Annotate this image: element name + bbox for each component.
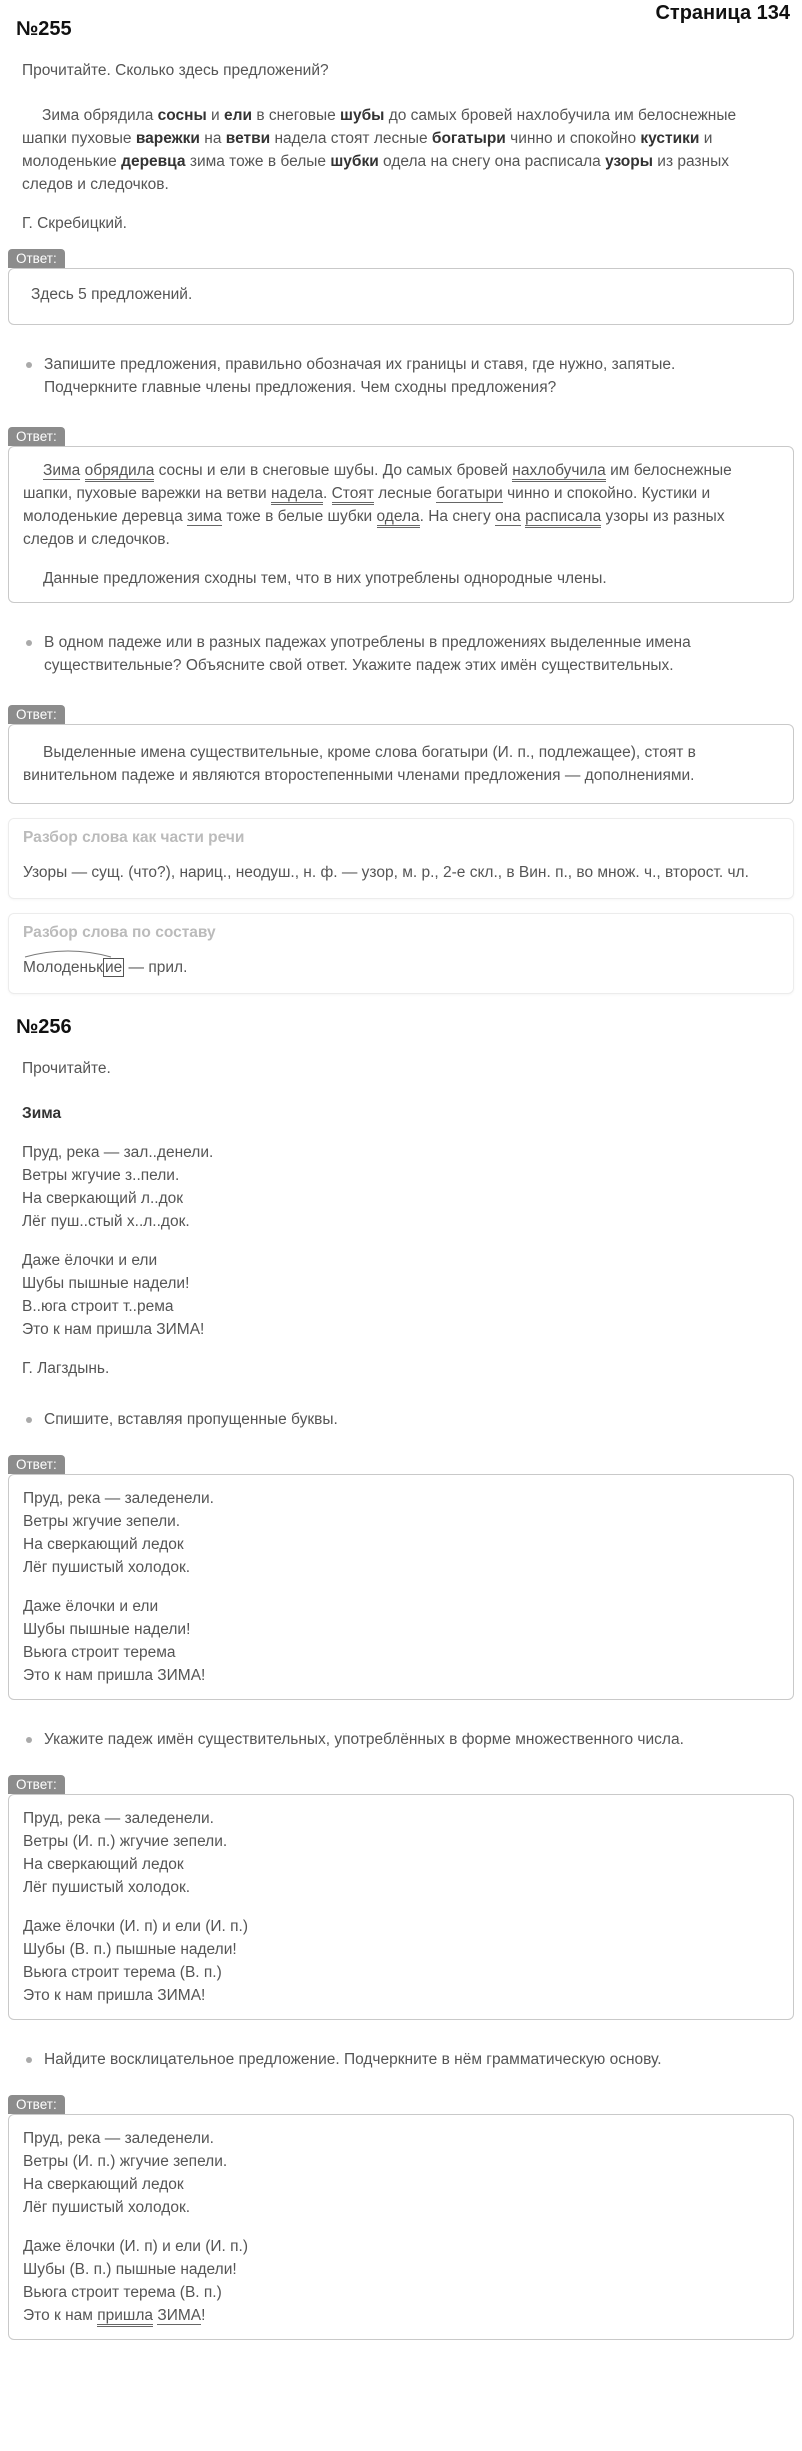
text-fragment: одела на снегу она расписала — [378, 153, 606, 170]
highlighted-word: ели — [224, 107, 253, 124]
poem-line: Ветры жгучие з..пели. — [22, 1167, 180, 1184]
answer-text — [23, 459, 779, 551]
highlighted-word: кустики — [640, 130, 700, 147]
part-of-speech: — прил. — [124, 959, 188, 976]
answer-block-1 — [8, 249, 794, 325]
card-title: Разбор слова как части речи — [23, 829, 245, 846]
question-1: Спишите, вставляя пропущенные буквы. — [8, 1408, 794, 1431]
answer-stanza-1 — [23, 1487, 779, 1579]
text-fragment: и молоденькие — [22, 130, 713, 170]
poem-line: Шубы пышные надели! — [22, 1275, 190, 1292]
highlighted-word: варежки — [135, 130, 200, 147]
poem-line: Пруд, река — заледенели. — [23, 1490, 214, 1507]
answer-box — [8, 1474, 794, 1700]
predicate: нахлобучила — [512, 462, 605, 482]
answer-label: Ответ: — [8, 1455, 65, 1474]
poem-line: В..юга строит т..рема — [22, 1298, 174, 1315]
highlighted-word: ветви — [225, 130, 271, 147]
page-label: Страница 134 — [655, 2, 790, 24]
poem-line: Лёг пушистый холодок. — [23, 2199, 191, 2216]
poem-line: Даже ёлочки (И. п) и ели (И. п.) — [23, 2238, 248, 2255]
poem-line: Это к нам пришла ЗИМА! — [23, 2304, 779, 2327]
task-number-255: №255 — [16, 18, 72, 40]
highlighted-word: узоры — [605, 153, 653, 170]
answer-block-3 — [8, 2095, 794, 2340]
answer-block-2 — [8, 1775, 794, 2020]
text-fragment: . — [322, 485, 332, 502]
poem-line: Даже ёлочки и ели — [23, 1598, 159, 1615]
answer-label: Ответ: — [8, 249, 65, 268]
text-fragment: . На снегу — [419, 508, 495, 525]
subject: зима — [187, 508, 223, 525]
morpheme-card — [8, 913, 794, 994]
poem-line: Лёг пуш..стый х..л..док. — [22, 1213, 190, 1230]
task-number-256: №256 — [16, 1016, 72, 1038]
poem-line: Вьюга строит терема (В. п.) — [23, 1964, 222, 1981]
poem-line: На сверкающий л..док — [22, 1190, 184, 1207]
highlighted-word: богатыри — [431, 130, 506, 147]
prompt: Прочитайте. — [22, 1060, 111, 1077]
answer-block-3 — [8, 705, 794, 804]
text-fragment: до самых бровей нахлобучила им белоснежные шапки пуховые — [22, 107, 737, 147]
poem-line: Вьюга строит терема — [23, 1644, 176, 1661]
poem-line: Шубы (В. п.) пышные надели! — [23, 2261, 237, 2278]
highlighted-word: шубки — [330, 153, 379, 170]
subject: богатыри — [436, 485, 503, 502]
exercise-text — [8, 104, 794, 196]
highlighted-word: сосны — [157, 107, 207, 124]
highlighted-word: шубы — [340, 107, 385, 124]
poem-line: Ветры (И. п.) жгучие зепели. — [23, 1833, 228, 1850]
answer-label: Ответ: — [8, 1775, 65, 1794]
poem-line: Пруд, река — заледенели. — [23, 1810, 214, 1827]
text-fragment: на — [199, 130, 226, 147]
text-fragment: им белоснежные шапки, пуховые варежки на ветви — [23, 462, 732, 502]
card-title: Разбор слова по составу — [23, 924, 216, 941]
answer-stanza-2 — [23, 2235, 779, 2304]
answer-label: Ответ: — [8, 2095, 65, 2114]
answer-box — [8, 1794, 794, 2020]
answer-stanza-1 — [23, 2127, 779, 2219]
answer-block-1 — [8, 1455, 794, 1700]
poem-line: Шубы пышные надели! — [23, 1621, 191, 1638]
text-fragment: зима тоже в белые — [185, 153, 331, 170]
answer-box — [8, 724, 794, 804]
word-analysis-card — [8, 818, 794, 899]
answer-block-2 — [8, 427, 794, 603]
answer-label: Ответ: — [8, 427, 65, 446]
author: Г. Лагздынь. — [22, 1360, 110, 1377]
text-fragment: узоры из разных следов и следочков. — [23, 508, 725, 548]
poem-line: Ветры жгучие зепели. — [23, 1513, 181, 1530]
poem-line: Пруд, река — заледенели. — [23, 2130, 214, 2147]
poem-line: Лёг пушистый холодок. — [23, 1879, 191, 1896]
root-arc-icon — [23, 948, 118, 958]
subject: ЗИМА — [157, 2307, 202, 2324]
predicate: надела — [271, 485, 323, 505]
text-fragment: из разных следов и следочков. — [22, 153, 729, 193]
poem-line: На сверкающий ледок — [23, 1536, 184, 1553]
text-fragment: и — [206, 107, 225, 124]
text-fragment — [80, 462, 84, 479]
poem-line: Даже ёлочки (И. п) и ели (И. п.) — [23, 1918, 248, 1935]
question-3: Найдите восклицательное предложение. Подчеркните в нём грамматическую основу. — [8, 2048, 794, 2071]
poem-line: Это к нам пришла ЗИМА! — [23, 1667, 206, 1684]
text-fragment: в снеговые — [252, 107, 341, 124]
text-fragment: чинно и спокойно. Кустики и молоденькие деревца — [23, 485, 711, 525]
task-255 — [0, 41, 802, 994]
poem-line: Это к нам пришла ЗИМА! — [23, 1987, 206, 2004]
answer-stanza-2 — [23, 1595, 779, 1687]
question-2: Укажите падеж имён существительных, употреблённых в форме множественного числа. — [8, 1728, 794, 1751]
text-fragment: лесные — [373, 485, 437, 502]
subject: она — [495, 508, 521, 525]
word-root-part: Молоденьк — [23, 956, 103, 979]
poem-title: Зима — [22, 1105, 62, 1122]
question-2: Запишите предложения, правильно обозначая их границы и ставя, где нужно, запятые. Подчеркните главные члены предложения. Чем сходны предложения? — [8, 353, 794, 399]
poem-line: На сверкающий ледок — [23, 2176, 184, 2193]
answer-text: Выделенные имена существительные, кроме слова богатыри (И. п., подлежащее), стоят в винительном падеже и являются второстепенными членами предложения — дополнениями. — [23, 744, 696, 784]
poem-line: Это к нам пришла ЗИМА! — [22, 1321, 205, 1338]
answer-text: Здесь 5 предложений. — [31, 286, 193, 303]
text-fragment: Зима обрядила — [42, 107, 158, 124]
prompt: Прочитайте. Сколько здесь предложений? — [22, 62, 329, 79]
text-fragment: сосны и ели в снеговые шубы. До самых бровей — [154, 462, 513, 479]
poem-line: Пруд, река — зал..денели. — [22, 1144, 214, 1161]
answer-stanza-1 — [23, 1807, 779, 1899]
poem-line: На сверкающий ледок — [23, 1856, 184, 1873]
predicate: обрядила — [85, 462, 155, 482]
answer-box — [8, 446, 794, 603]
text-fragment: чинно и спокойно — [505, 130, 641, 147]
answer-label: Ответ: — [8, 705, 65, 724]
predicate: одела — [377, 508, 420, 528]
author: Г. Скребицкий. — [22, 215, 127, 232]
question-3: В одном падеже или в разных падежах употреблены в предложениях выделенные имена существительные? Объясните свой ответ. Укажите падеж этих имён существительных. — [8, 631, 794, 677]
poem-line: Вьюга строит терема (В. п.) — [23, 2284, 222, 2301]
card-text: Узоры — сущ. (что?), нариц., неодуш., н. ф. — узор, м. р., 2-е скл., в Вин. п., во множ. ч., второст. чл. — [23, 864, 749, 881]
answer-stanza-2 — [23, 1915, 779, 2007]
predicate: расписала — [525, 508, 601, 528]
poem-line: Даже ёлочки и ели — [22, 1252, 158, 1269]
predicate: Стоят — [332, 485, 374, 505]
task-256 — [0, 1039, 802, 2340]
predicate: пришла — [97, 2307, 153, 2327]
morpheme-text — [23, 956, 779, 979]
answer-note: Данные предложения сходны тем, что в них употреблены однородные члены. — [43, 570, 607, 587]
poem-line: Лёг пушистый холодок. — [23, 1559, 191, 1576]
text-fragment: надела стоят лесные — [270, 130, 432, 147]
poem-stanza-1 — [8, 1141, 794, 1233]
text-fragment: тоже в белые шубки — [222, 508, 377, 525]
poem-line: Ветры (И. п.) жгучие зепели. — [23, 2153, 228, 2170]
answer-box — [8, 2114, 794, 2340]
highlighted-word: деревца — [121, 153, 186, 170]
subject: Зима — [43, 462, 81, 479]
answer-box — [8, 268, 794, 325]
ending-box: ие — [104, 959, 123, 976]
poem-stanza-2 — [8, 1249, 794, 1341]
poem-line: Шубы (В. п.) пышные надели! — [23, 1941, 237, 1958]
